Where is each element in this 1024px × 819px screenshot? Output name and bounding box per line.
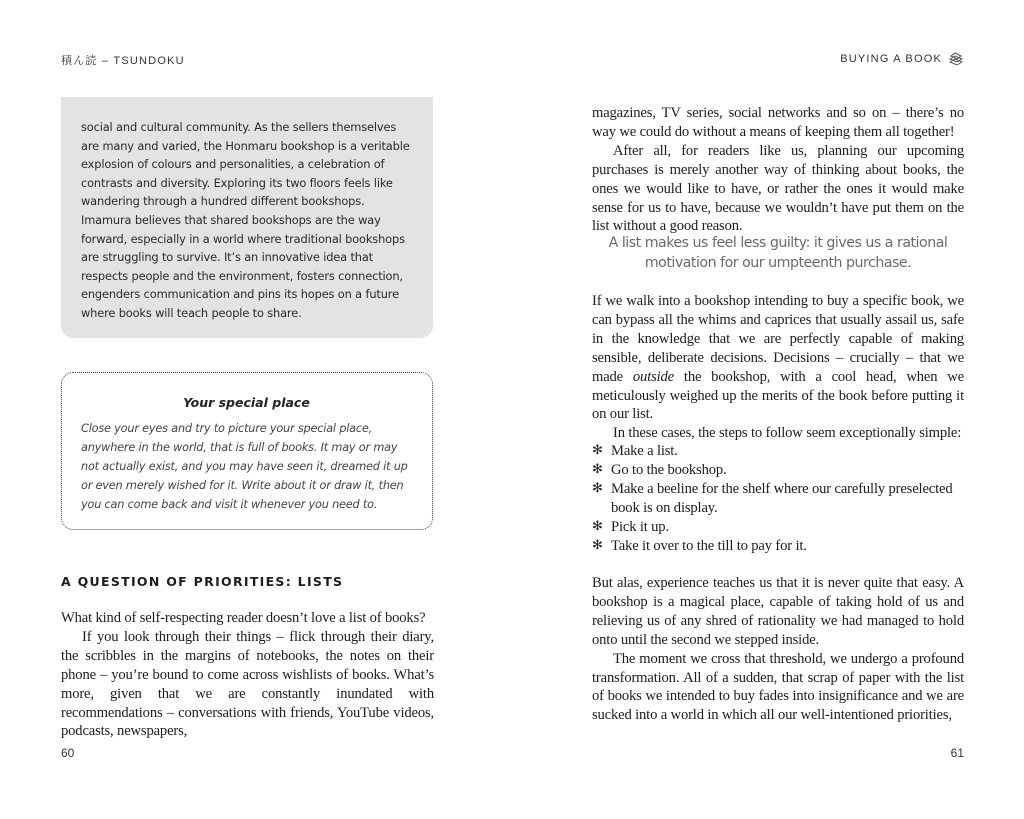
asterisk-bullet-icon: ✻ [592,537,603,553]
asterisk-bullet-icon: ✻ [592,518,603,534]
list-item [592,518,964,537]
special-place-box [61,372,433,530]
paragraph: But alas, experience teaches us that it is never quite that easy. A bookshop is a magical place, capable of taking hold of us and relieving us of any shred of rationality we had managed to hold onto until the second we stepped inside. [592,575,964,648]
page-number-right: 61 [950,746,964,760]
asterisk-bullet-icon: ✻ [592,443,603,458]
steps-intro: In these cases, the steps to follow seem exceptionally simple: [613,425,962,442]
books-icon [948,52,964,66]
step-text: Make a list. [611,443,678,459]
running-head-left: 積ん読 – TSUNDOKU [61,55,185,67]
paragraph: magazines, TV series, social networks and so on – there’s no way we could do without a means of keeping them all together! [592,105,964,140]
bookshop-sidebar-box [61,97,433,338]
list-item [592,480,964,518]
right-top-text [592,104,964,236]
pull-quote: A list makes us feel less guilty: it gives us a rational motivation for our umpteenth purchase. [608,235,948,271]
paragraph: The moment we cross that threshold, we undergo a profound transformation. All of a sudden, that scrap of paper with the list of books we intended to buy fades into insignificance and we are sucked into a world in which all our well-intentioned priorities, [592,650,964,724]
left-body-text [61,609,434,741]
list-item [592,537,964,556]
list-item [592,442,964,461]
paragraph: After all, for readers like us, planning our upcoming purchases is merely another way of thinking about books, the ones we would like to have, or rather the ones it would make sense for us to have, because we wouldn’t have put them on the list without a good reason. [592,142,964,235]
step-text: Take it over to the till to pay for it. [611,537,807,554]
running-head-right-label: BUYING A BOOK [840,53,942,65]
paragraph [592,292,964,424]
right-bottom-text [592,574,964,725]
sidebar-text: social and cultural community. As the sellers themselves are many and varied, the Honmaru bookshop is a veritable explosion of colours and personalities, a celebration of contrasts and diversity. Exploring its two floors feels like wandering through a hundred different bookshops. Imamura believes that shared bookshops are the way forward, especially in a world where traditional bookshops are struggling to survive. It’s an innovative idea that respects people and the environment, fosters connection, engenders communication and pins its hopes on a future where books will teach people to share. [81,120,410,320]
section-heading: A QUESTION OF PRIORITIES: LISTS [61,574,344,589]
step-text: Go to the bookshop. [611,461,727,478]
right-middle-text [592,292,964,443]
step-text: Make a beeline for the shelf where our carefully preselected book is on display. [611,480,953,516]
step-text: Pick it up. [611,518,669,535]
paragraph: What kind of self-respecting reader doesn’t love a list of books? [61,610,426,626]
list-item [592,461,964,480]
paragraph: If you look through their things – flick through their diary, the scribbles in the margins of notebooks, the notes on their phone – you’re bound to come across wishlists of books. What’s more, given that we are constantly inundated with recommendations – conversations with friends, YouTube videos, podcasts, newspapers, [61,628,434,740]
asterisk-bullet-icon: ✻ [592,480,603,496]
page-number-left: 60 [61,746,75,760]
special-place-text: Close your eyes and try to picture your special place, anywhere in the world, that is full of books. It may or may not actually exist, and you may have seen it, dreamed it up or even merely wished for it. Write about it or draw it, then you can come back and visit it whenever you need to. [81,422,408,511]
asterisk-bullet-icon: ✻ [592,461,603,477]
special-place-title: Your special place [183,395,310,410]
steps-list [592,442,964,555]
running-head-right [840,52,964,66]
paragraph-text: the bookshop, with a cool head, when we meticulously weighed up the merits of the book before putting it on our list. [592,368,964,423]
right-page [512,0,1024,819]
emphasis-outside: outside [632,368,675,385]
paragraph-text: If we walk into a bookshop intending to buy a specific book, we can bypass all the whims and caprices that usually assail us, safe in the knowledge that we are perfectly capable of making sensible, deliberate decisions. Decisions – crucially – that we made [592,293,964,385]
